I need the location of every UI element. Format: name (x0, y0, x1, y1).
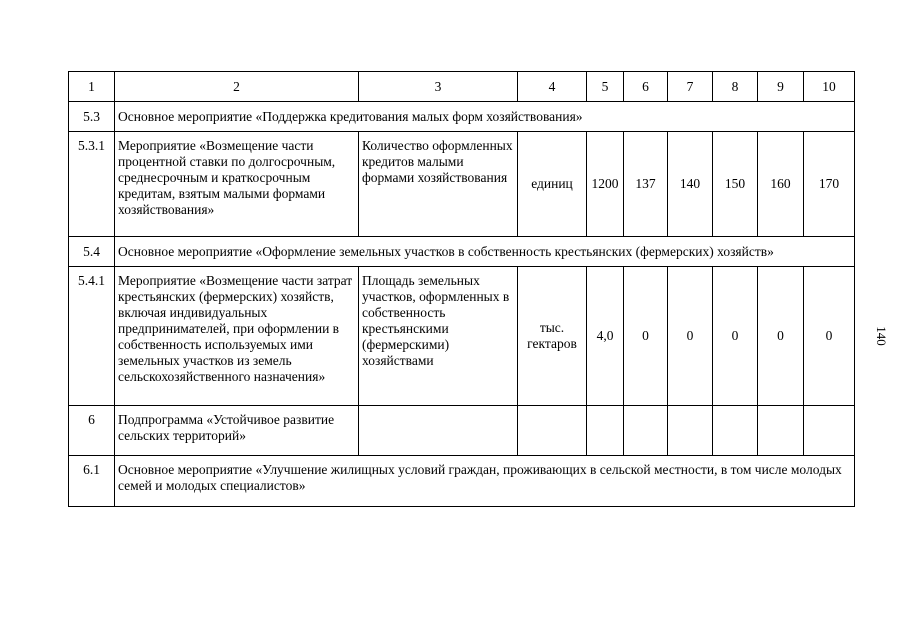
table-row (69, 267, 855, 406)
section-title: Основное мероприятие «Улучшение жилищных условий граждан, проживающих в сельской местности, в том числе молодых семей и молодых специалистов» (118, 462, 842, 493)
row-number: 5.4 (69, 237, 115, 267)
empty-cell (587, 406, 624, 456)
table-row (69, 406, 855, 456)
unit-cell: тыс. гектаров (518, 267, 587, 406)
subprogram-name: Подпрограмма «Устойчивое развитие сельских территорий» (118, 412, 335, 443)
row-number: 6 (69, 406, 115, 456)
table-header-row (69, 72, 855, 102)
value-cell: 160 (758, 132, 804, 237)
header-cell: 7 (668, 72, 713, 102)
measure-name: Мероприятие «Возмещение части процентной ставки по долгосрочным, среднесрочным и краткосрочным кредитам, взятым малыми формами хозяйствования» (118, 138, 336, 217)
measure-name: Мероприятие «Возмещение части затрат крестьянских (фермерских) хозяйств, включая индивидуальных предпринимателей, при оформлении в собственность используемых ими земельных участков из земель сельскохозяйственного назначения» (118, 273, 353, 384)
value-cell: 4,0 (587, 267, 624, 406)
value-cell: 0 (713, 267, 758, 406)
header-cell: 4 (518, 72, 587, 102)
row-number: 5.3.1 (69, 132, 115, 237)
value-cell: 1200 (587, 132, 624, 237)
header-cell: 1 (69, 72, 115, 102)
row-number: 5.4.1 (69, 267, 115, 406)
header-cell: 9 (758, 72, 804, 102)
header-cell: 8 (713, 72, 758, 102)
table-row (69, 132, 855, 237)
value-cell: 137 (624, 132, 668, 237)
section-title: Основное мероприятие «Оформление земельных участков в собственность крестьянских (фермерских) хозяйств» (115, 237, 855, 267)
table-row (69, 237, 855, 267)
value-cell: 0 (624, 267, 668, 406)
value-cell: 0 (804, 267, 855, 406)
header-cell: 10 (804, 72, 855, 102)
table-row (69, 456, 855, 507)
indicator-name: Количество оформленных кредитов малыми формами хозяйствования (362, 138, 513, 185)
header-cell: 2 (115, 72, 359, 102)
empty-cell (713, 406, 758, 456)
header-cell: 6 (624, 72, 668, 102)
value-cell: 140 (668, 132, 713, 237)
value-cell: 170 (804, 132, 855, 237)
header-cell: 3 (359, 72, 518, 102)
unit-cell: единиц (518, 132, 587, 237)
empty-cell (804, 406, 855, 456)
empty-cell (624, 406, 668, 456)
header-cell: 5 (587, 72, 624, 102)
empty-cell (668, 406, 713, 456)
empty-cell (758, 406, 804, 456)
value-cell: 0 (758, 267, 804, 406)
empty-cell (359, 406, 518, 456)
program-indicators-table (68, 71, 855, 507)
section-title: Основное мероприятие «Поддержка кредитования малых форм хозяйствования» (115, 102, 855, 132)
row-number: 5.3 (69, 102, 115, 132)
empty-cell (518, 406, 587, 456)
value-cell: 0 (668, 267, 713, 406)
page-number: 140 (873, 326, 889, 346)
indicator-name: Площадь земельных участков, оформленных в собственность крестьянскими (фермерскими) хозяйствами (362, 273, 510, 368)
value-cell: 150 (713, 132, 758, 237)
table-row (69, 102, 855, 132)
row-number: 6.1 (69, 456, 115, 507)
